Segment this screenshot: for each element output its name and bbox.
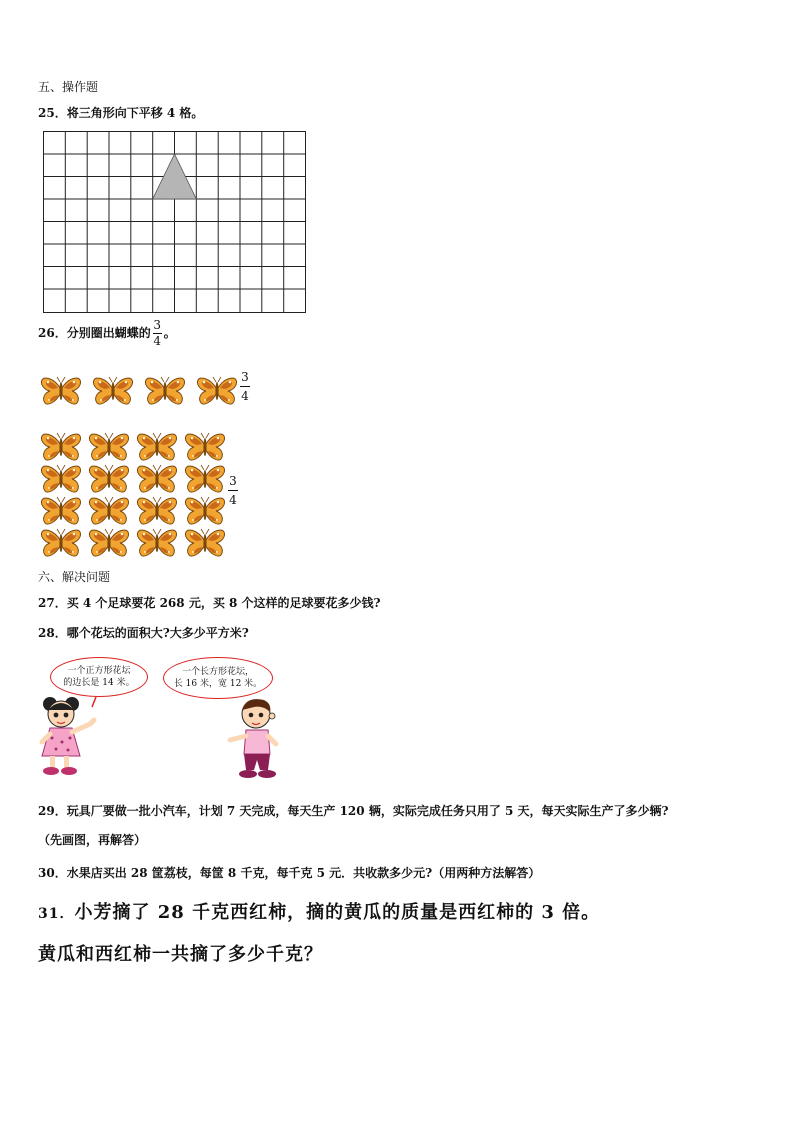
question-text: 哪个花坛的面积大?大多少平方米? (66, 626, 249, 640)
fraction-numerator: 3 (241, 370, 249, 384)
fraction (153, 319, 162, 348)
section-heading-6: 六、解决问题 (38, 570, 111, 584)
question-text: 小芳摘了 28 千克西红柿，摘的黄瓜的质量是西红柿的 3 倍。 (74, 902, 601, 923)
question-number: 30． (38, 866, 67, 880)
question-30 (38, 864, 540, 881)
question-number: 29． (38, 804, 67, 818)
bubble-line: 的边长是 14 米。 (63, 678, 135, 688)
butterfly-image (184, 526, 226, 558)
question-28 (38, 624, 249, 641)
speech-bubble-girl (50, 657, 148, 697)
question-25 (38, 104, 203, 121)
bubble-line: 长 16 米，宽 12 米。 (173, 679, 263, 689)
bubble-line: 一个正方形花坛 (67, 666, 131, 676)
question-31-line2: 黄瓜和西红柿一共摘了多少千克？ (38, 944, 323, 965)
question-text: 买 4 个足球要花 268 元，买 8 个这样的足球要花多少钱? (66, 596, 381, 610)
bubble-line: 一个长方形花坛， (181, 667, 254, 677)
question-29 (38, 802, 669, 819)
question-number: 27． (38, 596, 67, 610)
question-number: 28． (38, 626, 67, 640)
girl-illustration (38, 694, 104, 778)
butterfly-image (196, 374, 238, 406)
butterfly-image (136, 430, 178, 462)
question-number: 25． (38, 106, 67, 120)
butterfly-image (184, 462, 226, 494)
butterfly-image (40, 462, 82, 494)
fraction-denominator: 4 (241, 389, 249, 403)
question-29-note: （先画图，再解答） (38, 833, 147, 847)
butterfly-image (88, 462, 130, 494)
question-number: 31． (38, 906, 75, 922)
butterfly-image (40, 430, 82, 462)
question-31 (38, 898, 600, 924)
butterfly-block (40, 430, 232, 558)
butterfly-image (40, 374, 82, 406)
fraction-label-block (228, 474, 238, 507)
speech-bubble-boy (163, 657, 273, 699)
question-text: 将三角形向下平移 4 格。 (66, 106, 204, 120)
section-heading-5: 五、操作题 (38, 80, 99, 94)
fraction-numerator: 3 (153, 318, 162, 332)
butterfly-row (40, 374, 248, 406)
butterfly-image (88, 430, 130, 462)
question-27 (38, 594, 381, 611)
butterfly-image (136, 494, 178, 526)
butterfly-image (184, 494, 226, 526)
butterfly-image (40, 526, 82, 558)
question-number: 26． (38, 326, 67, 340)
butterfly-image (136, 462, 178, 494)
butterfly-image (184, 430, 226, 462)
question-26 (38, 319, 176, 348)
butterfly-image (92, 374, 134, 406)
fraction-denominator: 4 (229, 493, 237, 507)
fraction-label-row (240, 370, 250, 403)
butterfly-image (40, 494, 82, 526)
fraction-denominator: 4 (153, 334, 162, 348)
question-text: 水果店买出 28 筐荔枝，每筐 8 千克，每千克 5 元．共收款多少元?（用两种方法解答） (66, 866, 541, 880)
butterfly-image (136, 526, 178, 558)
butterfly-image (88, 526, 130, 558)
question-text: 分别圈出蝴蝶的 (66, 326, 151, 340)
fraction-numerator: 3 (229, 474, 237, 488)
question-text: 玩具厂要做一批小汽车，计划 7 天完成，每天生产 120 辆，实际完成任务只用了 5 天，每天实际生产了多少辆? (66, 804, 669, 818)
butterfly-image (144, 374, 186, 406)
boy-illustration (224, 694, 284, 782)
translation-grid (43, 131, 307, 317)
question-tail: 。 (163, 326, 176, 340)
butterfly-image (88, 494, 130, 526)
